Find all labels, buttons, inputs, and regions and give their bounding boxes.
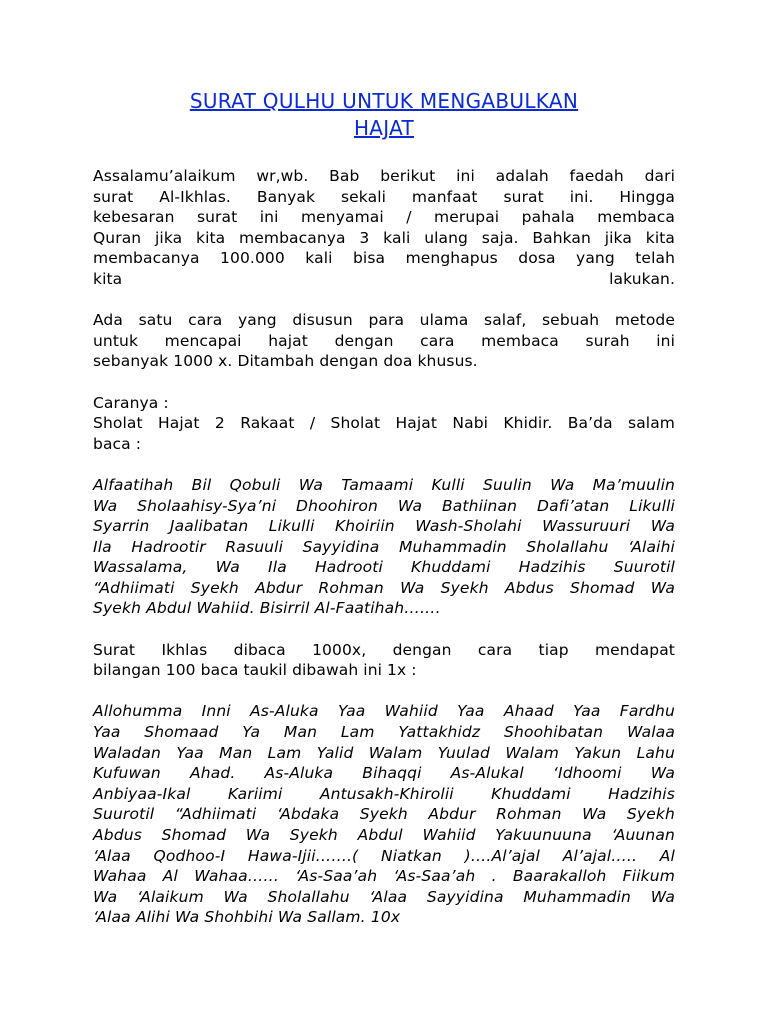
title-line-1: SURAT QULHU UNTUK MENGABULKAN xyxy=(189,89,579,113)
title-line-2: HAJAT xyxy=(353,116,415,140)
document-page xyxy=(93,88,675,928)
paragraph-fatihah-prayer: Alfaatihah Bil Qobuli Wa Tamaami Kulli Suulin Wa Ma’muulin Wa Sholaahisy-Sya’ni Dhoohiron Wa Bathiinan Dafi’atan Likulli Syarrin Jaalibatan Likulli Khoiriin Wash-Sholahi Wassuruuri Wa Ila Hadrootir Rasuuli Sayyidina Muhammadin Sholallahu ‘Alaihi Wassalama, Wa Ila Hadrooti Khuddami Hadzihis Suurotil “Adhiimati Syekh Abdur Rohman Wa Syekh Abdus Shomad Wa Syekh Abdul Wahiid. Bisirril Al-Faatihah……. xyxy=(93,475,675,618)
paragraph-taukil-prayer: Allohumma Inni As-Aluka Yaa Wahiid Yaa Ahaad Yaa Fardhu Yaa Shomaad Ya Man Lam Yattakhidz Shoohibatan Walaa Waladan Yaa Man Lam Yalid Walam Yuulad Walam Yakun Lahu Kufuwan Ahad. As-Aluka Bihaqqi As-Alukal ‘Idhoomi Wa Anbiyaa-Ikal Kariimi Antusakh-Khirolii Khuddami Hadzihis Suurotil “Adhiimati ‘Abdaka Syekh Abdur Rohman Wa Syekh Abdus Shomad Wa Syekh Abdul Wahiid Yakuunuuna ‘Auunan ‘Alaa Qodhoo-I Hawa-Ijii…….( Niatkan )….Al’ajal Al’ajal….. Al Wahaa Al Wahaa…… ‘As-Saa’ah ‘As-Saa’ah . Baarakalloh Fiikum Wa ‘Alaikum Wa Sholallahu ‘Alaa Sayyidina Muhammadin Wa ‘Alaa Alihi Wa Shohbihi Wa Sallam. 10x xyxy=(93,702,675,927)
paragraph-method: Ada satu cara yang disusun para ulama salaf, sebuah metode untuk mencapai hajat dengan cara membaca surah ini sebanyak 1000 x. Ditambah dengan doa khusus. xyxy=(93,311,675,371)
paragraph-ikhlas-instruction: Surat Ikhlas dibaca 1000x, dengan cara tiap mendapat bilangan 100 baca taukil dibawah ini 1x : xyxy=(93,640,675,680)
document-title xyxy=(93,88,675,142)
paragraph-intro: Assalamu’alaikum wr,wb. Bab berikut ini adalah faedah dari surat Al-Ikhlas. Banyak sekali manfaat surat ini. Hingga kebesaran surat ini menyamai / merupai pahala membaca Quran jika kita membacanya 3 kali ulang saja. Bahkan jika kita membacanya 100.000 kali bisa menghapus dosa yang telah kita lakukan. xyxy=(93,167,675,288)
paragraph-steps: Caranya : Sholat Hajat 2 Rakaat / Sholat Hajat Nabi Khidir. Ba’da salam baca : xyxy=(93,393,675,453)
